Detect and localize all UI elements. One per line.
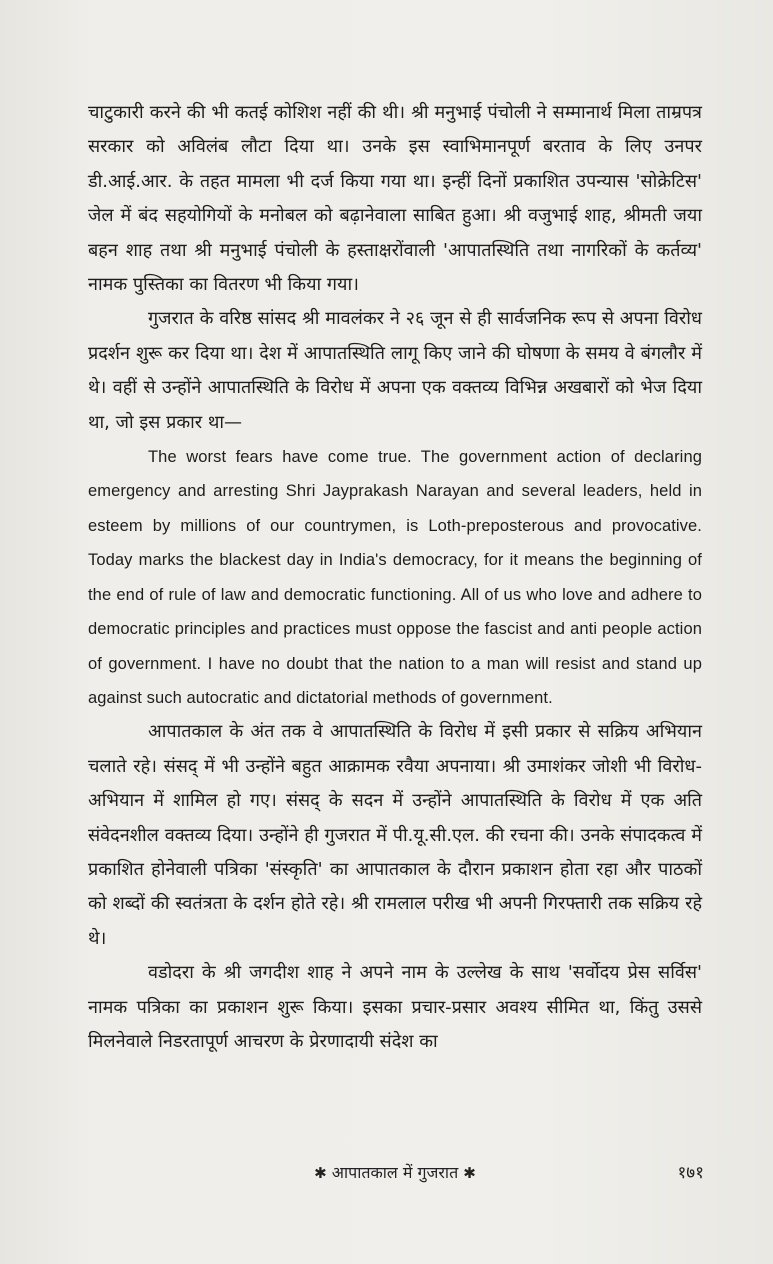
quoted-statement: The worst fears have come true. The government action of declaring emergency and arresting Shri Jayprakash Narayan and several leaders, held in esteem by millions of our countrymen, is Loth-preposterous and provocative. Today marks the blackest day in India's democracy, for it means the beginning of the end of rule of law and democratic functioning. All of us who love and adhere to democratic principles and practices must oppose the fascist and anti people action of government. I have no doubt that the nation to a man will resist and stand up against such autocratic and dictatorial methods of government. — [88, 448, 702, 707]
paragraph-4: वडोदरा के श्री जगदीश शाह ने अपने नाम के उल्लेख के साथ 'सर्वोदय प्रेस सर्विस' नामक पत्रिका का प्रकाशन शुरू किया। इसका प्रचार-प्रसार अवश्य सीमित था, किंतु उससे मिलनेवाले निडरतापूर्ण आचरण के प्रेरणादायी संदेश का — [88, 962, 702, 1052]
body-text — [88, 96, 702, 1059]
paragraph-3: आपातकाल के अंत तक वे आपातस्थिति के विरोध में इसी प्रकार से सक्रिय अभियान चलाते रहे। संसद् में भी उन्होंने बहुत आक्रामक रवैया अपनाया। श्री उमाशंकर जोशी भी विरोध-अभियान में शामिल हो गए। संसद् के सदन में उन्होंने आपातस्थिति के विरोध में एक अति संवेदनशील वक्तव्य दिया। उन्होंने ही गुजरात में पी.यू.सी.एल. की रचना की। उनके संपादकत्व में प्रकाशित होनेवाली पत्रिका 'संस्कृति' का आपातकाल के दौरान प्रकाशन होता रहा और पाठकों को शब्दों की स्वतंत्रता के दर्शन होते रहे। श्री रामलाल परीख भी अपनी गिरफ्तारी तक सक्रिय रहे थे। — [88, 721, 702, 949]
page-number: १७१ — [677, 1163, 704, 1183]
page-footer — [88, 1161, 702, 1193]
star-icon: ✱ — [314, 1164, 327, 1182]
running-footer — [88, 1161, 702, 1183]
book-title: आपातकाल में गुजरात — [331, 1163, 459, 1182]
star-icon: ✱ — [463, 1164, 476, 1182]
paragraph-1: चाटुकारी करने की भी कतई कोशिश नहीं की थी। श्री मनुभाई पंचोली ने सम्मानार्थ मिला ताम्रपत्र सरकार को अविलंब लौटा दिया था। उनके इस स्वाभिमानपूर्ण बरताव के लिए उनपर डी.आई.आर. के तहत मामला भी दर्ज किया गया था। इन्हीं दिनों प्रकाशित उपन्यास 'सोक्रेटिस' जेल में बंद सहयोगियों के मनोबल को बढ़ानेवाला साबित हुआ। श्री वजुभाई शाह, श्रीमती जया बहन शाह तथा श्री मनुभाई पंचोली के हस्ताक्षरोंवाली 'आपातस्थिति तथा नागरिकों के कर्तव्य' नामक पुस्तिका का वितरण भी किया गया। — [88, 102, 702, 296]
paragraph-2: गुजरात के वरिष्ठ सांसद श्री मावलंकर ने २६ जून से ही सार्वजनिक रूप से अपना विरोध प्रदर्शन शुरू कर दिया था। देश में आपातस्थिति लागू किए जाने की घोषणा के समय वे बंगलौर में थे। वहीं से उन्होंने आपातस्थिति के विरोध में अपना एक वक्तव्य विभिन्न अखबारों को भेज दिया था, जो इस प्रकार था— — [88, 308, 702, 433]
